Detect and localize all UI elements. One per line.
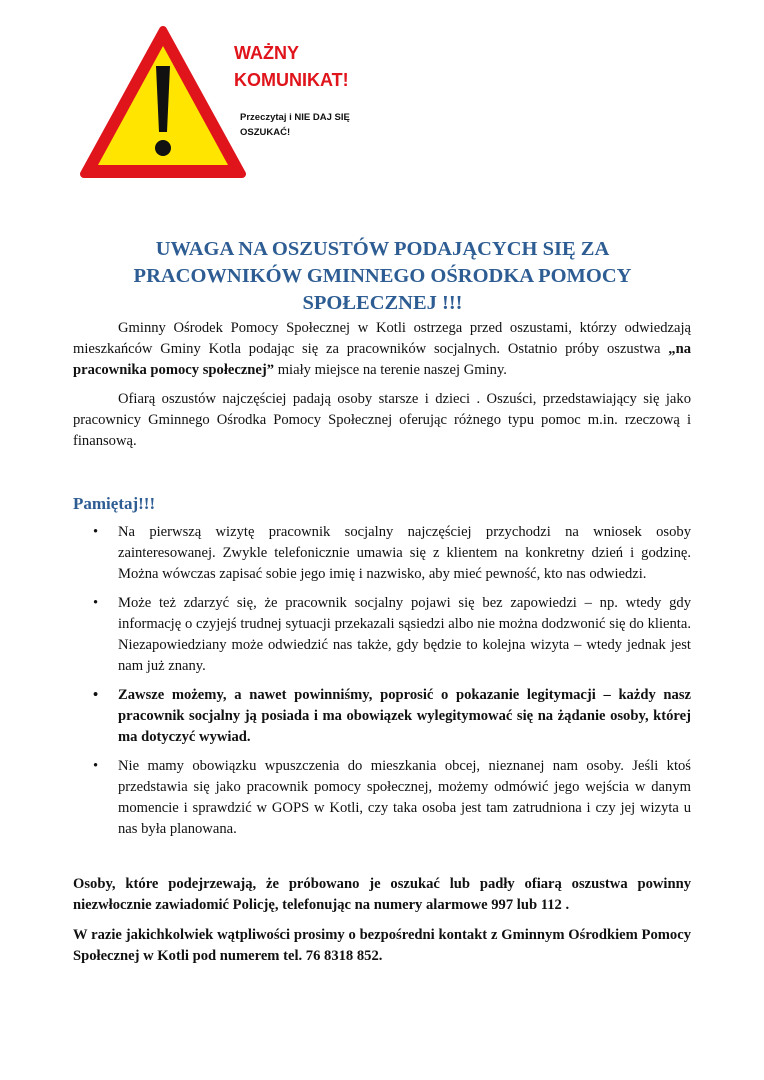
- list-item: [73, 756, 691, 840]
- banner-title-line2: KOMUNIKAT!: [234, 70, 349, 90]
- page-headline: UWAGA NA OSZUSTÓW PODAJĄCYCH SIĘ ZA PRACOWNIKÓW GMINNEGO OŚRODKA POMOCY SPOŁECZNEJ !!!: [133, 238, 632, 314]
- intro-p1-bold: „na pracownika pomocy społecznej”: [73, 341, 691, 378]
- rules-list: [73, 522, 691, 848]
- list-item: [73, 685, 691, 748]
- list-item-text: Na pierwszą wizytę pracownik socjalny najczęściej przychodzi na wniosek osoby zainteresowanej. Zwykle telefonicznie umawia się z klientem na konkretny dzień i godzinę. Można wówczas zapisać sobie jego imię i nazwisko, aby mieć pewność, kto nas odwiedzi.: [118, 524, 691, 582]
- intro-paragraph-1: [73, 318, 691, 381]
- banner-subtitle: [240, 110, 390, 140]
- banner-subtitle-line1: Przeczytaj i NIE DAJ SIĘ: [240, 112, 350, 123]
- section-title: Pamiętaj!!!: [73, 494, 156, 513]
- banner-subtitle-line2: OSZUKAĆ!: [240, 127, 291, 138]
- list-item: [73, 522, 691, 585]
- bullet-icon: •: [93, 524, 99, 540]
- list-item-text: Nie mamy obowiązku wpuszczenia do mieszkania obcej, nieznanej nam osoby. Jeśli ktoś przedstawia się jako pracownik pomocy społecznej, możemy odmówić jego wejścia w danym momencie i sprawdzić w GOPS w Kotli, czy taka osoba jest tam zatrudniona i czy jej wizyta u nas była planowana.: [118, 758, 691, 837]
- banner-title-line1: WAŻNY: [234, 43, 299, 63]
- footer-notice: [73, 874, 691, 976]
- list-item-text: Może też zdarzyć się, że pracownik socjalny pojawi się bez zapowiedzi – np. wtedy gdy informację o czyjejś trudnej sytuacji przekazali sąsiedzi albo nie można dodzwonić się do klienta. Niezapowiedziany może odwiedzić nas także, gdy będzie to kolejna wizyta – wtedy jednak jest nam już znany.: [118, 595, 691, 674]
- warning-triangle-icon: [78, 24, 248, 184]
- bullet-icon: •: [93, 758, 99, 774]
- intro-p1-end: miały miejsce na terenie naszej Gminy.: [274, 362, 507, 378]
- banner-title: [234, 40, 349, 94]
- intro-p1-text: Gminny Ośrodek Pomocy Społecznej w Kotli ostrzega przed oszustami, którzy odwiedzają mieszkańców Gminy Kotla podając się za pracowników socjalnych. Ostatnio próby oszustwa: [73, 320, 691, 357]
- bullet-icon: •: [93, 687, 99, 703]
- list-item: [73, 593, 691, 677]
- bullet-icon: •: [93, 595, 99, 611]
- footer-paragraph-contact: W razie jakichkolwiek wątpliwości prosimy o bezpośredni kontakt z Gminnym Ośrodkiem Pomocy Społecznej w Kotli pod numerem tel. 76 8318 852.: [73, 927, 691, 964]
- footer-paragraph-police: Osoby, które podejrzewają, że próbowano je oszukać lub padły ofiarą oszustwa powinny niezwłocznie zawiadomić Policję, telefonując na numery alarmowe 997 lub 112 .: [73, 876, 691, 913]
- intro-paragraph-2: Ofiarą oszustów najczęściej padają osoby starsze i dzieci . Oszuści, przedstawiający się jako pracownicy Gminnego Ośrodka Pomocy Społecznej oferując różnego typu pomoc m.in. rzeczową i finansową.: [73, 391, 691, 449]
- warning-banner: [78, 24, 408, 194]
- intro-section: [73, 318, 691, 460]
- list-item-text: Zawsze możemy, a nawet powinniśmy, poprosić o pokazanie legitymacji – każdy nasz pracownik socjalny ją posiada i ma obowiązek wylegitymować się na żądanie osoby, której ma dotyczyć wywiad.: [118, 687, 691, 745]
